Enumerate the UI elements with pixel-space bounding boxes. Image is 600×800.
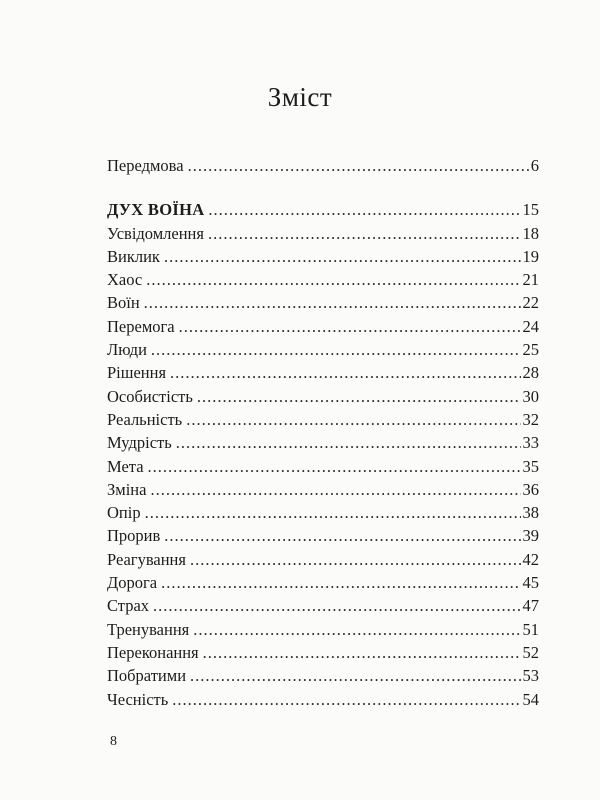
toc-entry-title: Хаос: [107, 270, 143, 290]
toc-entry-page: 28: [522, 363, 539, 383]
toc-entry-title: Перемога: [107, 316, 175, 336]
toc-leader-dots: [153, 594, 520, 617]
toc-entry-page: 36: [522, 479, 539, 499]
toc-leader-dots: [146, 268, 520, 291]
toc-entry-page: 35: [522, 456, 539, 476]
toc-entry-title: Опір: [107, 503, 141, 523]
toc-entry: [107, 338, 539, 361]
toc-entry: [107, 571, 539, 594]
toc-leader-dots: [172, 688, 520, 711]
toc-entry: [107, 291, 539, 314]
toc-entry: [107, 524, 539, 547]
toc-leader-dots: [170, 361, 520, 384]
toc-entry-page: 18: [522, 223, 539, 243]
toc-entry-title: Прорив: [107, 526, 161, 546]
toc-entry-page: 51: [522, 619, 539, 639]
toc-entry: [107, 641, 539, 664]
toc-entry-page: 21: [522, 270, 539, 290]
toc-entry-page: 42: [522, 549, 539, 569]
toc-entry-page: 15: [522, 200, 539, 220]
toc-entry-title: Передмова: [107, 156, 184, 175]
toc-leader-dots: [176, 431, 521, 454]
toc-entry: [107, 154, 539, 177]
toc-entry: [107, 361, 539, 384]
toc-entry-page: 38: [522, 503, 539, 523]
toc-entry-title: Усвідомлення: [107, 223, 204, 243]
toc-entry-page: 53: [522, 666, 539, 686]
toc-entry-title: Побратими: [107, 666, 187, 686]
toc-entry: [107, 548, 539, 571]
toc-entry-title: ДУХ ВОЇНА: [107, 200, 205, 220]
toc-entry-title: Дорога: [107, 573, 158, 593]
toc-entry-title: Воїн: [107, 293, 140, 313]
toc-entry-page: 22: [522, 293, 539, 313]
toc-entry-title: Рішення: [107, 363, 167, 383]
toc-entry: [107, 408, 539, 431]
toc-entry: [107, 501, 539, 524]
toc-entry-title: Зміна: [107, 479, 147, 499]
toc-leader-dots: [208, 222, 521, 245]
toc-entry-title: Особистість: [107, 386, 193, 406]
toc-entry: [107, 222, 539, 245]
toc-leader-dots: [150, 478, 520, 501]
toc-entry-title: Мета: [107, 456, 144, 476]
page-number: 8: [110, 734, 117, 749]
toc-entry: [107, 431, 539, 454]
toc-entry-title: Люди: [107, 340, 147, 360]
toc-leader-dots: [190, 664, 520, 687]
toc-leader-dots: [145, 501, 521, 524]
toc-entry-page: 39: [522, 526, 539, 546]
toc-entry-page: 6: [530, 156, 539, 175]
toc-entry-page: 33: [522, 433, 539, 453]
toc-leader-dots: [164, 524, 520, 547]
toc-entry-title: Переконання: [107, 642, 199, 662]
toc-leader-dots: [188, 154, 529, 177]
toc-entry-page: 45: [522, 573, 539, 593]
toc-entry: [107, 315, 539, 338]
toc-entry-page: 25: [522, 340, 539, 360]
toc-leader-dots: [193, 618, 520, 641]
toc-leader-dots: [148, 455, 521, 478]
toc-entry-page: 30: [522, 386, 539, 406]
toc-entry-page: 54: [522, 689, 539, 709]
toc-entry: [107, 594, 539, 617]
toc-leader-dots: [208, 198, 520, 221]
toc-entry-page: 52: [522, 642, 539, 662]
toc-entry-title: Тренування: [107, 619, 190, 639]
toc-leader-dots: [197, 385, 521, 408]
toc-entry-page: 24: [522, 316, 539, 336]
toc-entry: [107, 618, 539, 641]
toc-entry-title: Страх: [107, 596, 150, 616]
toc-leader-dots: [144, 291, 521, 314]
toc-leader-dots: [151, 338, 521, 361]
toc-entry-title: Чесність: [107, 689, 169, 709]
toc-entry: [107, 385, 539, 408]
toc-entry-page: 47: [522, 596, 539, 616]
toc-leader-dots: [164, 245, 521, 268]
toc-entry: [107, 268, 539, 291]
toc-entry: [107, 478, 539, 501]
toc-entry-title: Мудрість: [107, 433, 172, 453]
toc-entry-title: Реальність: [107, 409, 183, 429]
toc-entry: [107, 688, 539, 711]
toc-entry: [107, 664, 539, 687]
table-of-contents: [107, 154, 539, 711]
toc-leader-dots: [161, 571, 520, 594]
toc-leader-dots: [179, 315, 521, 338]
toc-leader-dots: [190, 548, 521, 571]
toc-leader-dots: [203, 641, 521, 664]
toc-entry-page: 19: [522, 246, 539, 266]
toc-entry: [107, 245, 539, 268]
toc-entry-title: Реагування: [107, 549, 186, 569]
toc-entry-page: 32: [522, 409, 539, 429]
toc-leader-dots: [186, 408, 520, 431]
toc-entry: [107, 455, 539, 478]
toc-entry: [107, 198, 539, 221]
toc-entry-title: Виклик: [107, 246, 160, 266]
page-title: Зміст: [267, 82, 333, 112]
